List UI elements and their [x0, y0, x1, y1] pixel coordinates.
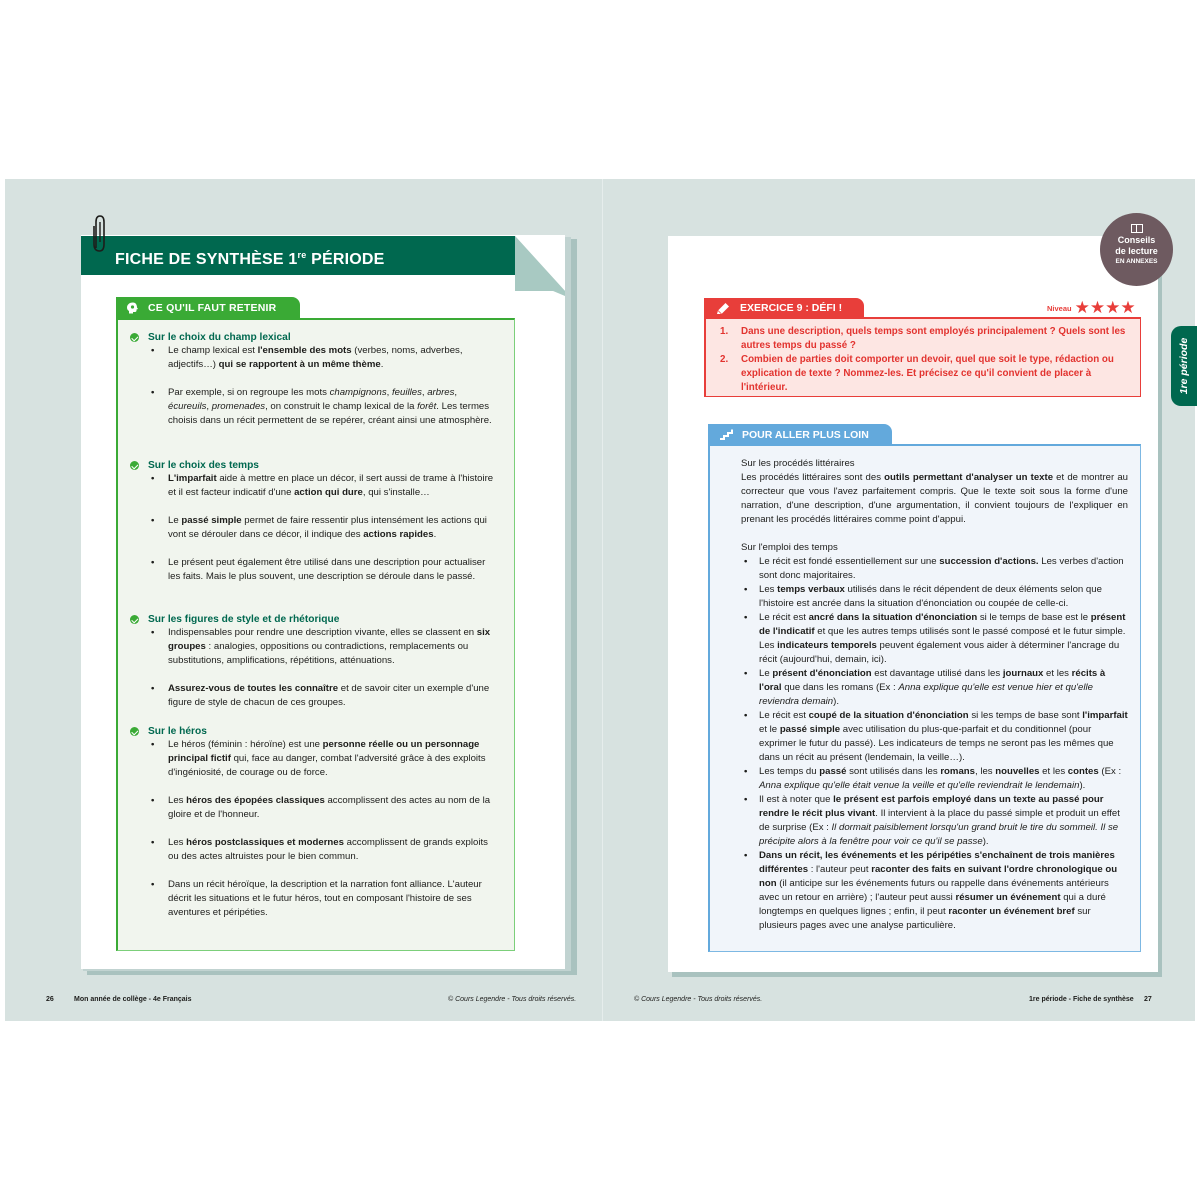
- bullet-item: • Assurez-vous de toutes les connaître et de savoir citer un exemple d'une figure de style de chacun de ces groupes.: [130, 682, 498, 710]
- retenir-section: [130, 613, 498, 710]
- difficulty-level: [1047, 300, 1136, 316]
- book-icon: [1131, 224, 1143, 233]
- exercise-box: [704, 317, 1141, 397]
- bullet-item: • Le champ lexical est l'ensemble des mots (verbes, noms, adverbes, adjectifs…) qui se rapportent à un même thème.: [130, 344, 498, 372]
- section-tab-retenir: [116, 297, 300, 319]
- head-icon: [126, 302, 140, 314]
- star-icon: ★★★★: [1074, 298, 1136, 317]
- fiche-title-band: [81, 236, 515, 275]
- bullet-item: • Dans un récit héroïque, la description et la narration font alliance. L'auteur décrit les situations et le futur héros, tout en composant l'histoire de ses aventures et péripéties.: [130, 878, 498, 920]
- book-gutter: [602, 179, 603, 1021]
- subsection-heading: Sur les procédés littéraires: [741, 458, 855, 469]
- badge-line: EN ANNEXES: [1115, 258, 1158, 265]
- badge-line: de lecture: [1115, 246, 1158, 256]
- bullet-item: • Le récit est fondé essentiellement sur une succession d'actions. Les verbes d'action sont donc majoritaires.: [741, 555, 1128, 583]
- retenir-box: [116, 318, 515, 951]
- page-number: 27: [1144, 996, 1152, 1003]
- further-content: [741, 457, 1128, 933]
- bullet-item: • Par exemple, si on regroupe les mots champignons, feuilles, arbres, écureuils, promenades, on construit le champ lexical de la forêt. Les termes choisis dans un récit permettent de se repérer, créant ainsi une atmosphère.: [130, 386, 498, 428]
- page-fold-icon: [515, 236, 565, 296]
- section-label: 1re période - Fiche de synthèse: [1029, 996, 1134, 1003]
- section-heading: Sur les figures de style et de rhétorique: [130, 613, 498, 626]
- further-tab-label: POUR ALLER PLUS LOIN: [742, 428, 869, 441]
- check-circle-icon: [130, 333, 139, 342]
- exercise-tab: [704, 298, 864, 318]
- badge-line: Conseils: [1117, 235, 1156, 245]
- reading-advice-badge[interactable]: [1100, 213, 1173, 286]
- page-title: FICHE DE SYNTHÈSE 1re PÉRIODE: [115, 250, 385, 268]
- check-circle-icon: [130, 727, 139, 736]
- bullet-item: • L'imparfait aide à mettre en place un décor, il sert aussi de trame à l'histoire et il est facteur indicatif d'une action qui dure, qui s'installe…: [130, 472, 498, 500]
- check-circle-icon: [130, 615, 139, 624]
- copyright: © Cours Legendre - Tous droits réservés.: [448, 996, 577, 1003]
- paperclip-icon: [91, 214, 107, 254]
- bullet-item: • Les temps du passé sont utilisés dans les romans, les nouvelles et les contes (Ex : Anna explique qu'elle était venue la veille et qu'elle reviendrait le lendemain).: [741, 765, 1128, 793]
- copyright: © Cours Legendre - Tous droits réservés.: [634, 996, 763, 1003]
- bullet-item: • Dans un récit, les événements et les péripéties s'enchaînent de trois manières différentes : l'auteur peut raconter des faits en suivant l'ordre chronologique ou non (il anticipe sur les événements futurs ou rappelle dans événements antérieurs avec un retour en arrière) ; l'auteur peut aussi résumer un événement qui a duré longtemps en quelques lignes ; enfin, il peut raconter un événement bref sur plusieurs pages avec une analyse particulière.: [741, 849, 1128, 933]
- subsection-heading: Sur l'emploi des temps: [741, 542, 838, 553]
- further-tab: [708, 424, 892, 445]
- level-label: Niveau: [1047, 303, 1072, 313]
- subsection-paragraph: Les procédés littéraires sont des outils permettant d'analyser un texte et de montrer au correcteur que vous l'avez parfaitement compris. Que le texte soit sous la forme d'une narration, d'une description, d'une argumentation, il convient toujours de l'expliquer en prenant les procédés littéraires comme point d'appui.: [741, 472, 1128, 525]
- bullet-item: • Les héros des épopées classiques accomplissent des actes au nom de la gloire et de l'honneur.: [130, 794, 498, 822]
- retenir-section: [130, 459, 498, 584]
- section-heading: Sur le choix du champ lexical: [130, 331, 498, 344]
- pencil-icon: [716, 302, 730, 315]
- stairs-icon: [720, 429, 734, 440]
- bullet-item: • Les temps verbaux utilisés dans le récit dépendent de deux éléments selon que l'histoire est ancrée dans la situation d'énonciation ou coupée de celle-ci.: [741, 583, 1128, 611]
- bullet-item: • Le récit est coupé de la situation d'énonciation si les temps de base sont l'imparfait et le passé simple avec utilisation du plus-que-parfait et du conditionnel (pour exprimer le futur du passé). Les indicateurs de temps ne seront pas les mêmes que dans un récit au présent (lendemain, la veille…).: [741, 709, 1128, 765]
- section-tab-label: CE QU'IL FAUT RETENIR: [148, 302, 277, 314]
- exercise-question: 1. Dans une description, quels temps sont employés principalement ? Quels sont les autres temps du passé ?: [720, 326, 1126, 351]
- bullet-item: • Indispensables pour rendre une description vivante, elles se classent en six groupes : analogies, oppositions ou contradictions, remplacements ou substitutions, amplifications, répétitions, atténuations.: [130, 626, 498, 668]
- bullet-item: • Il est à noter que le présent est parfois employé dans un texte au passé pour rendre le récit plus vivant. Il intervient à la place du passé simple et produit un effet de surprise (Ex : Il dormait paisiblement lorsqu'un grand bruit le tire du sommeil. Il se précipite alors à la fenêtre pour voir ce qu'il se passe).: [741, 793, 1128, 849]
- bullet-item: • Le présent peut également être utilisé dans une description pour actualiser les faits. Mais le plus souvent, une description se déroule dans le passé.: [130, 556, 498, 584]
- bullet-item: • Les héros postclassiques et modernes accomplissent de grands exploits ou des actes altruistes pour le bien commun.: [130, 836, 498, 864]
- further-box: [708, 444, 1141, 952]
- section-heading: Sur le choix des temps: [130, 459, 498, 472]
- check-circle-icon: [130, 461, 139, 470]
- section-heading: Sur le héros: [130, 725, 498, 738]
- page-number: 26: [46, 996, 54, 1003]
- exercise-tab-label: EXERCICE 9 : DÉFI !: [740, 302, 843, 314]
- book-title: Mon année de collège - 4e Français: [74, 996, 192, 1003]
- period-side-tab-label: 1re période: [1178, 337, 1190, 395]
- bullet-item: • Le passé simple permet de faire ressentir plus intensément les actions qui vont se dérouler dans ce décor, il indique des actions rapides.: [130, 514, 498, 542]
- bullet-item: • Le héros (féminin : héroïne) est une personne réelle ou un personnage principal fictif qui, face au danger, combat l'adversité grâce à des exploits d'ingéniosité, de courage ou de force.: [130, 738, 498, 780]
- bullet-item: • Le récit est ancré dans la situation d'énonciation si le temps de base est le présent de l'indicatif et que les autres temps utilisés sont le passé composé et le futur simple. Les indicateurs temporels peuvent également vous aider à déterminer l'ancrage du récit (aujourd'hui, demain, ici).: [741, 611, 1128, 667]
- exercise-question: 2. Combien de parties doit comporter un devoir, quel que soit le type, rédaction ou explication de texte ? Nommez-les. Et précisez ce qu'il convient de placer à l'intérieur.: [720, 354, 1114, 393]
- retenir-section: [130, 331, 498, 428]
- retenir-section: [130, 725, 498, 920]
- bullet-item: • Le présent d'énonciation est davantage utilisé dans les journaux et les récits à l'oral que dans les romans (Ex : Anna explique qu'elle est venue hier et qu'elle reviendra demain).: [741, 667, 1128, 709]
- period-side-tab[interactable]: [1171, 326, 1197, 406]
- book-spread: [5, 179, 1195, 1021]
